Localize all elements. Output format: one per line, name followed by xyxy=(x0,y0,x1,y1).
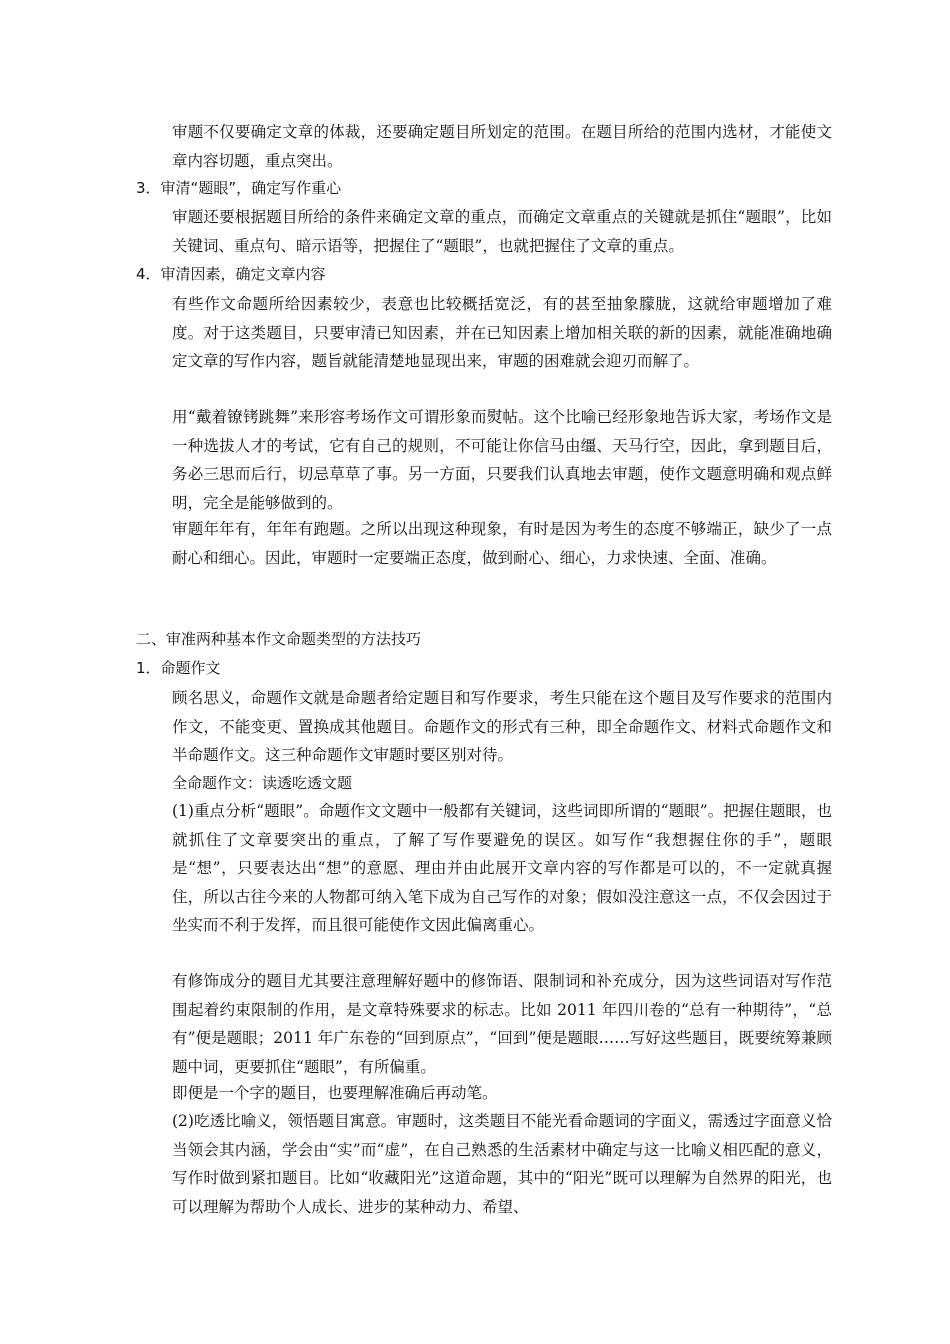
paragraph-factors: 有些作文命题所给因素较少，表意也比较概括宽泛，有的甚至抽象朦胧，这就给审题增加了难度。对于这类题目，只要审清已知因素，并在已知因素上增加相关联的新的因素，就能准确地确定文章的写作内容，题旨就能清楚地显现出来，审题的困难就会迎刃而解了。 xyxy=(172,295,832,370)
paragraph-one-character: 即便是一个字的题目，也要理解准确后再动笔。 xyxy=(172,1084,498,1102)
heading-3: 3．审清“题眼”，确定写作重心 xyxy=(136,179,342,197)
paragraph-off-topic: 审题年年有，年年有跑题。之所以出现这种现象，有时是因为考生的态度不够端正，缺少了一点耐心和细心。因此，审题时一定要端正态度，做到耐心、细心，力求快速、全面、准确。 xyxy=(172,520,832,567)
paragraph-scope: 审题不仅要确定文章的体裁，还要确定题目所划定的范围。在题目所给的范围内选材，才能使文章内容切题，重点突出。 xyxy=(172,123,832,170)
paragraph-dancing-metaphor: 用“戴着镣铐跳舞”来形容考场作文可谓形象而熨帖。这个比喻已经形象地告诉大家，考场作文是一种选拔人才的考试，它有自己的规则，不可能让你信马由缰、天马行空，因此，拿到题目后，务必三思而后行，切忌草草了事。另一方面，只要我们认真地去审题，使作文题意明确和观点鲜明，完全是能够做到的。 xyxy=(172,408,832,512)
paragraph-metaphor: (2)吃透比喻义，领悟题目寓意。审题时，这类题目不能光看命题词的字面义，需透过字面意义恰当领会其内涵，学会由“实”而“虚”，在自己熟悉的生活素材中确定与这一比喻义相匹配的意义，写作时做到紧扣题目。比如“收藏阳光”这道命题，其中的“阳光”既可以理解为自然界的阳光，也可以理解为帮助个人成长、进步的某种动力、希望、 xyxy=(172,1112,832,1216)
heading-section-2: 二、审准两种基本作文命题类型的方法技巧 xyxy=(136,630,422,648)
paragraph-proposition-essay: 顾名思义，命题作文就是命题者给定题目和写作要求，考生只能在这个题目及写作要求的范围内作文，不能变更、置换成其他题目。命题作文的形式有三种，即全命题作文、材料式命题作文和半命题作文。这三种命题作文审题时要区别对待。 xyxy=(172,689,832,764)
heading-4: 4．审清因素，确定文章内容 xyxy=(136,265,326,283)
heading-section-2-1: 1．命题作文 xyxy=(136,659,221,677)
paragraph-modifiers: 有修饰成分的题目尤其要注意理解好题中的修饰语、限制词和补充成分，因为这些词语对写作范围起着约束限制的作用，是文章特殊要求的标志。比如 2011 年四川卷的“总有一种期待”，“总有”便是题眼；2011 年广东卷的“回到原点”，“回到”便是题眼……写好这些题目，既要统筹兼顾题中词，更要抓住“题眼”，有所偏重。 xyxy=(172,972,832,1076)
subheading-full-proposition: 全命题作文：读透吃透文题 xyxy=(172,774,353,792)
paragraph-analyze-title-eye: (1)重点分析“题眼”。命题作文文题中一般都有关键词，这些词即所谓的“题眼”。把握住题眼，也就抓住了文章要突出的重点，了解了写作要避免的误区。如写作“我想握住你的手”，题眼是“想”，只要表达出“想”的意愿、理由并由此展开文章内容的写作都是可以的，不一定就真握住，所以古往今来的人物都可纳入笔下成为自己写作的对象；假如没注意这一点，不仅会因过于坐实而不利于发挥，而且很可能使作文因此偏离重心。 xyxy=(172,802,832,934)
paragraph-title-eye: 审题还要根据题目所给的条件来确定文章的重点，而确定文章重点的关键就是抓住“题眼”，比如关键词、重点句、暗示语等，把握住了“题眼”，也就把握住了文章的重点。 xyxy=(172,208,832,255)
